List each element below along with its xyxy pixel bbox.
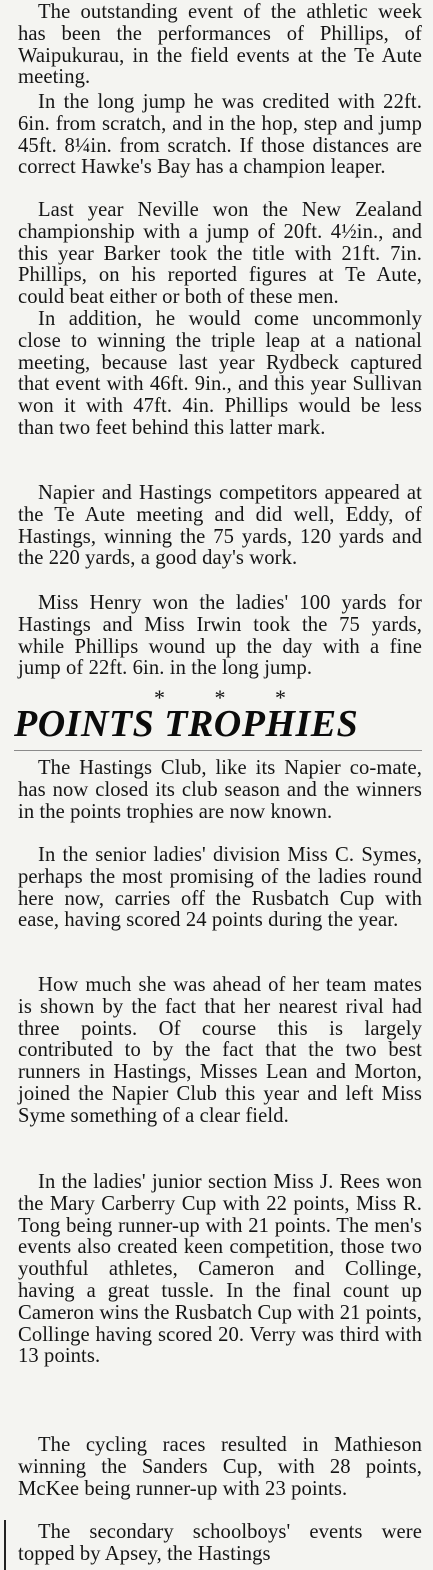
article-paragraph-11: The cycling races resulted in Mathieson winning the Sanders Cup, with 28 points, McKee being runner-up with 23 points. <box>18 1434 422 1500</box>
article-paragraph-2: In the long jump he was credited with 22ft. 6in. from scratch, and in the hop, step and jump 45ft. 8¼in. from scratch. If those distances are correct Hawke's Bay has a champion leaper. <box>18 91 422 179</box>
article-paragraph-6: Miss Henry won the ladies' 100 yards for Hastings and Miss Irwin took the 75 yards, while Phillips wound up the day with a fine jump of 22ft. 6in. in the long jump. <box>18 592 422 680</box>
article-paragraph-5: Napier and Hastings competitors appeared at the Te Aute meeting and did well, Eddy, of Hastings, winning the 75 yards, 120 yards and the 220 yards, a good day's work. <box>18 482 422 570</box>
section-heading: POINTS TROPHIES <box>14 703 359 745</box>
section-separator: * * * <box>154 685 286 710</box>
article-paragraph-12: The secondary schoolboys' events were topped by Apsey, the Hastings <box>18 1521 422 1565</box>
article-paragraph-9: How much she was ahead of her team mates is shown by the fact that her nearest rival had three points. Of course this is largely contributed to by the fact that the two best runners in Hastings, Misses Lean and Morton, joined the Napier Club this year and left Miss Syme something of a clear field. <box>18 974 422 1127</box>
article-paragraph-3: Last year Neville won the New Zealand championship with a jump of 20ft. 4½in., and this year Barker took the title with 21ft. 7in. Phillips, on his reported figures at Te Aute, could beat either or both of these men. <box>18 199 422 309</box>
article-paragraph-8: In the senior ladies' division Miss C. Symes, perhaps the most promising of the ladies round here now, carries off the Rusbatch Cup with ease, having scored 24 points during the year. <box>18 844 422 932</box>
article-paragraph-1: The outstanding event of the athletic week has been the performances of Phillips, of Waipukurau, in the field events at the Te Aute meeting. <box>18 1 422 89</box>
heading-rule <box>14 750 422 751</box>
column-edge-mark <box>4 1520 6 1570</box>
article-paragraph-7: The Hastings Club, like its Napier co-mate, has now closed its club season and the winners in the points trophies are now known. <box>18 757 422 823</box>
article-paragraph-10: In the ladies' junior section Miss J. Rees won the Mary Carberry Cup with 22 points, Miss R. Tong being runner-up with 21 points. The men's events also created keen competition, those two youthful athletes, Cameron and Collinge, having a great tussle. In the final count up Cameron wins the Rusbatch Cup with 21 points, Collinge having scored 20. Verry was third with 13 points. <box>18 1171 422 1368</box>
article-paragraph-4: In addition, he would come uncommonly close to winning the triple leap at a national meeting, because last year Rydbeck captured that event with 46ft. 9in., and this year Sullivan won it with 47ft. 4in. Phillips would be less than two feet behind this latter mark. <box>18 308 422 439</box>
